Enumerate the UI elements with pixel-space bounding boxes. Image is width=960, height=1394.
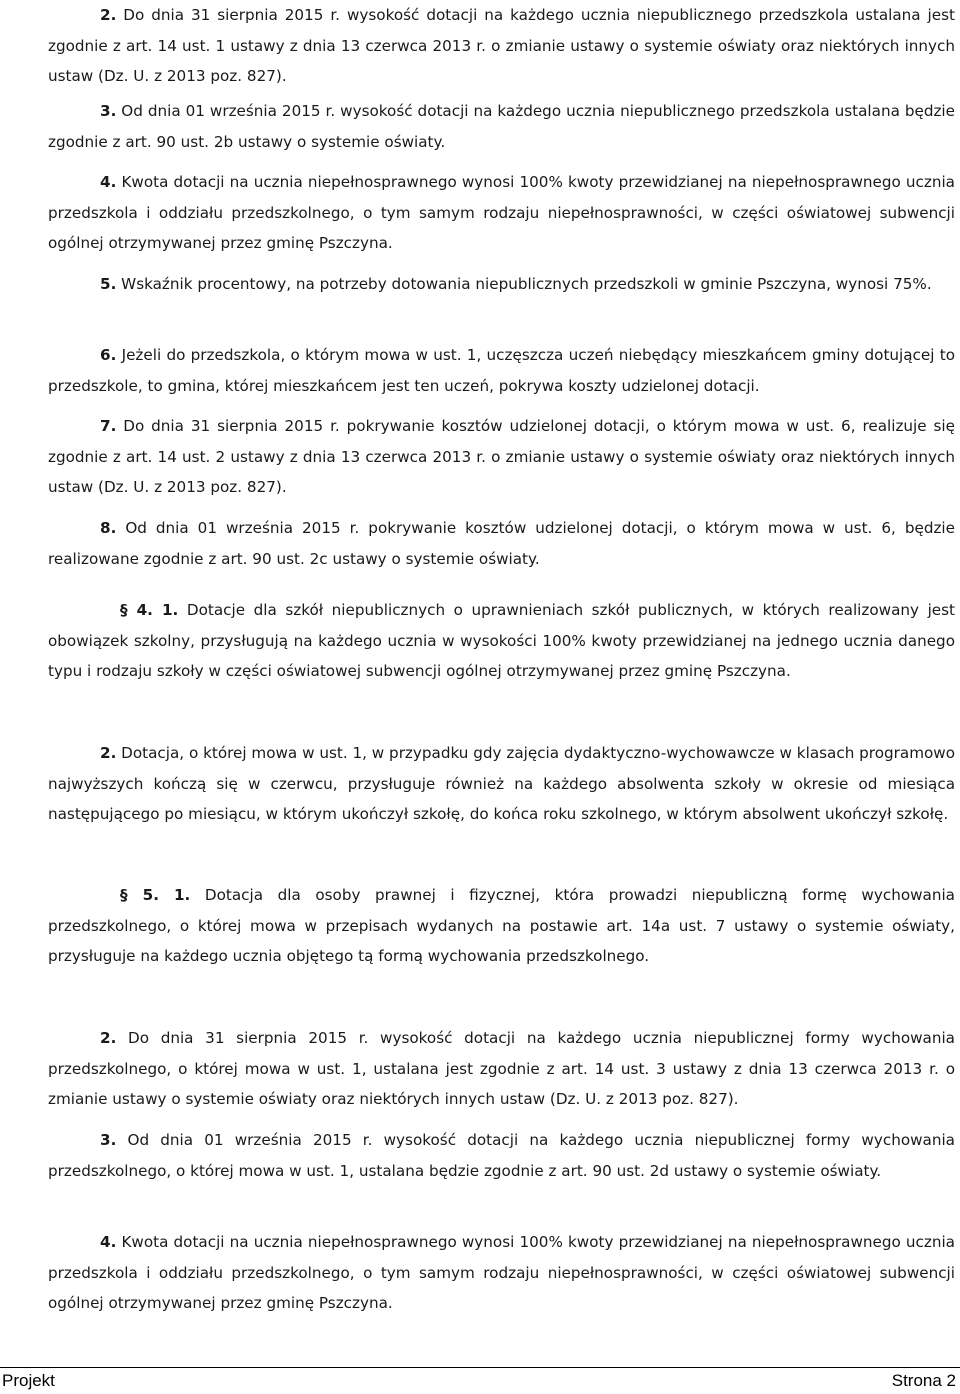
paragraph-number: 6. [100, 346, 117, 364]
paragraph-text: Wskaźnik procentowy, na potrzeby dotowania niepublicznych przedszkoli w gminie Pszczyna, wynosi 75%. [116, 275, 932, 293]
paragraph-7 [48, 411, 955, 503]
paragraph-text: Dotacje dla szkół niepublicznych o uprawnieniach szkół publicznych, w których realizowany jest obowiązek szkolny, przysługują na każdego ucznia w wysokości 100% kwoty przewidzianej na jednego ucznia danego typu i rodzaju szkoły w części oświatowej subwencji ogólnej otrzymywanej przez gminę Pszczyna. [48, 601, 956, 680]
section-4-paragraph-2 [48, 738, 955, 830]
paragraph-5 [48, 269, 955, 300]
paragraph-number: 5. [100, 275, 117, 293]
paragraph-number: 3. [100, 102, 117, 120]
section-5-paragraph-1 [48, 880, 955, 972]
paragraph-text: Kwota dotacji na ucznia niepełnosprawnego wynosi 100% kwoty przewidzianej na niepełnosprawnego ucznia przedszkola i oddziału przedszkolnego, o tym samym rodzaju niepełnosprawności, w części oświatowej subwencji ogólnej otrzymywanej przez gminę Pszczyna. [48, 1233, 955, 1312]
paragraph-text: Od dnia 01 września 2015 r. wysokość dotacji na każdego ucznia niepublicznej formy wychowania przedszkolnego, o której mowa w ust. 1, ustalana będzie zgodnie z art. 90 ust. 2d ustawy o systemie oświaty. [48, 1131, 955, 1180]
paragraph-text: Do dnia 31 sierpnia 2015 r. pokrywanie kosztów udzielonej dotacji, o którym mowa w ust. 6, realizuje się zgodnie z art. 14 ust. 2 ustawy z dnia 13 czerwca 2013 r. o zmianie ustawy o systemie oświaty oraz niektórych innych ustaw (Dz. U. z 2013 poz. 827). [48, 417, 955, 496]
section-4-paragraph-1 [48, 595, 955, 687]
paragraph-text: Dotacja, o której mowa w ust. 1, w przypadku gdy zajęcia dydaktyczno-wychowawcze w klasach programowo najwyższych kończą się w czerwcu, przysługuje również na każdego absolwenta szkoły w okresie od miesiąca następującego po miesiącu, w którym ukończył szkołę, do końca roku szkolnego, w którym absolwent ukończył szkołę. [48, 744, 955, 823]
section-number: § 5. 1. [120, 886, 191, 904]
section-number: § 4. 1. [120, 601, 179, 619]
paragraph-number: 7. [100, 417, 117, 435]
section-5-paragraph-4 [48, 1227, 955, 1319]
paragraph-4 [48, 167, 955, 259]
section-5-paragraph-3 [48, 1125, 955, 1186]
paragraph-3 [48, 96, 955, 157]
paragraph-number: 4. [100, 173, 117, 191]
paragraph-text: Od dnia 01 września 2015 r. wysokość dotacji na każdego ucznia niepublicznego przedszkola ustalana będzie zgodnie z art. 90 ust. 2b ustawy o systemie oświaty. [48, 102, 955, 151]
paragraph-number: 8. [100, 519, 117, 537]
section-5-paragraph-2 [48, 1023, 955, 1115]
paragraph-text: Kwota dotacji na ucznia niepełnosprawnego wynosi 100% kwoty przewidzianej na niepełnosprawnego ucznia przedszkola i oddziału przedszkolnego, o tym samym rodzaju niepełnosprawności, w części oświatowej subwencji ogólnej otrzymywanej przez gminę Pszczyna. [48, 173, 955, 252]
paragraph-text: Dotacja dla osoby prawnej i fizycznej, która prowadzi niepubliczną formę wychowania przedszkolnego, o której mowa w przepisach wydanych na postawie art. 14a ust. 7 ustawy o systemie oświaty, przysługuje na każdego ucznia objętego tą formą wychowania przedszkolnego. [48, 886, 955, 965]
paragraph-number: 4. [100, 1233, 117, 1251]
paragraph-2 [48, 0, 955, 92]
paragraph-8 [48, 513, 955, 574]
paragraph-text: Do dnia 31 sierpnia 2015 r. wysokość dotacji na każdego ucznia niepublicznej formy wychowania przedszkolnego, o której mowa w ust. 1, ustalana jest zgodnie z art. 14 ust. 3 ustawy z dnia 13 czerwca 2013 r. o zmianie ustawy o systemie oświaty oraz niektórych innych ustaw (Dz. U. z 2013 poz. 827). [48, 1029, 955, 1108]
paragraph-text: Od dnia 01 września 2015 r. pokrywanie kosztów udzielonej dotacji, o którym mowa w ust. 6, będzie realizowane zgodnie z art. 90 ust. 2c ustawy o systemie oświaty. [48, 519, 955, 568]
paragraph-6 [48, 340, 955, 401]
paragraph-text: Jeżeli do przedszkola, o którym mowa w ust. 1, uczęszcza uczeń niebędący mieszkańcem gminy dotującej to przedszkole, to gmina, której mieszkańcem jest ten uczeń, pokrywa koszty udzielonej dotacji. [48, 346, 955, 395]
page-number: Strona 2 [891, 1371, 956, 1390]
paragraph-number: 2. [100, 1029, 117, 1047]
paragraph-number: 2. [100, 6, 117, 24]
paragraph-text: Do dnia 31 sierpnia 2015 r. wysokość dotacji na każdego ucznia niepublicznego przedszkola ustalana jest zgodnie z art. 14 ust. 1 ustawy z dnia 13 czerwca 2013 r. o zmianie ustawy o systemie oświaty oraz niektórych innych ustaw (Dz. U. z 2013 poz. 827). [48, 6, 955, 85]
paragraph-number: 3. [100, 1131, 117, 1149]
footer-divider [0, 1367, 960, 1368]
footer-label: Projekt [2, 1371, 55, 1390]
paragraph-number: 2. [100, 744, 117, 762]
